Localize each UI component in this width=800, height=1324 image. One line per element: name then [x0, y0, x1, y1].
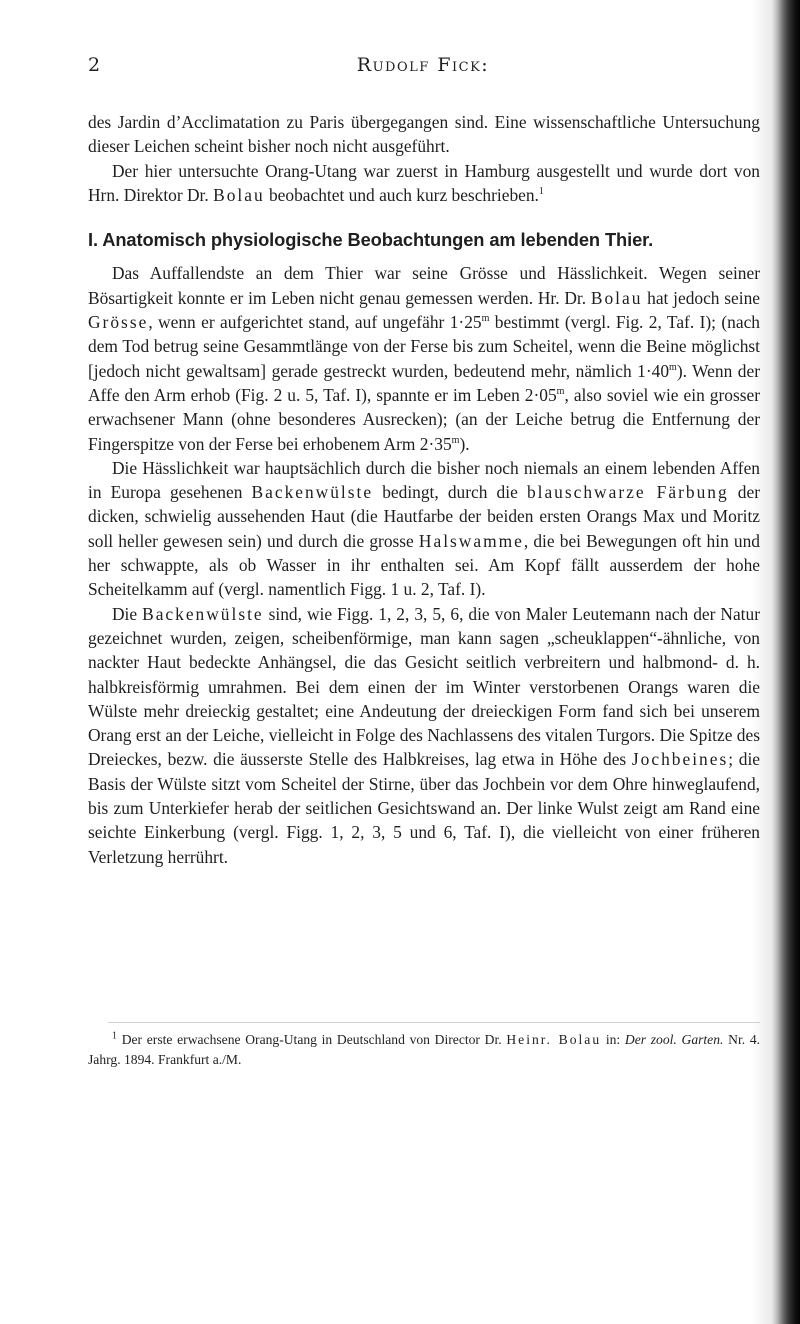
paragraph-5-text-b: sind, wie Figg. 1, 2, 3, 5, 6, die von Maler Leutemann nach der Natur gezeichnet wurden, zeigen, scheibenförmige, man kann sagen „scheuklappen“-ähnliche, von nackter Haut bedeckte Anhängsel, die das Gesicht seitlich verbreitern und halbmond- d. h. halbkreisförmig umrahmen. Bei dem einen der im Winter verstorbenen Orangs waren die Wülste mehr dreieckig gestaltet; eine Andeutung der dreieckigen Form fand sich bei unserem Orang erst an der Leiche, vielleicht in Folge des Nachlassens des vitalen Turgors. Die Spitze des Dreieckes, bezw. die äusserste Stelle des Halbkreises, lag etwa in Höhe des: [88, 603, 760, 770]
footnotes: [88, 1030, 760, 1070]
footnote-marker: 1: [538, 186, 544, 198]
paragraph-3-text-e: ). Wenn der Affe den Arm erhob (Fig. 2 u. 5, Taf. I), spannte er im Leben 2·05: [88, 360, 761, 405]
term-backenwuelste-2: Backenwülste: [142, 603, 264, 624]
paragraph-4-text-a: Die Hässlichkeit war hauptsächlich durch die bisher noch niemals an einem lebenden Affen in Europa gesehenen: [88, 457, 760, 503]
paragraph-5: [88, 602, 760, 869]
unit-metre-3: m: [556, 386, 565, 398]
paragraph-3-text-d: bestimmt (vergl. Fig. 2, Taf. I); (nach dem Tod betrug seine Gesammtlänge von der Ferse bis zum Scheitel, wenn die Beine möglichst [jedoch nicht gewaltsam] gerade gestreckt wurden, bedeutend mehr, nämlich 1·40: [88, 312, 760, 381]
paragraph-1: [88, 110, 760, 159]
term-jochbeines: Jochbeines: [631, 749, 729, 770]
footnote-1-text-a: Der erste erwachsene Orang-Utang in Deutschland von Director Dr.: [117, 1032, 507, 1047]
term-blauschwarze-faerbung: blauschwarze Färbung: [526, 482, 729, 503]
paragraph-3-text-a: Das Auffallendste an dem Thier war seine Grösse und Hässlichkeit. Wegen seiner Bösartigkeit konnte er im Leben nicht genau gemessen werden. Hr. Dr.: [88, 263, 760, 308]
footnote-1-text-b: in:: [601, 1032, 625, 1047]
footnote-author-name: Heinr. Bolau: [506, 1032, 602, 1047]
name-bolau-2: Bolau: [590, 287, 643, 308]
paragraph-3-text-c: , wenn er aufgerichtet stand, auf ungefähr 1·25: [148, 312, 482, 333]
paragraph-4-text-c: der dicken, schwielig aussehenden Haut (die Hautfarbe der beiden ersten Orangs Max und Moritz soll heller gewesen sein) und durch die grosse: [88, 482, 760, 551]
footnote-1: [88, 1030, 760, 1070]
footnote-1-marker: 1: [112, 1030, 117, 1042]
paragraph-4-text-d: , die bei Bewegungen oft hin und her schwappte, als ob Wasser in ihr enthalten sei. Am Kopf fällt ausserdem der hohe Scheitelkamm auf (vergl. namentlich Figg. 1 u. 2, Taf. I).: [88, 530, 760, 600]
paragraph-3-text-f: , also soviel wie ein grosser erwachsener Mann (ohne besonderes Ausrecken); (an der Leiche betrug die Entfernung der Fingerspitze von der Ferse bei erhobenem Arm 2·35: [88, 384, 760, 454]
footnote-divider: [108, 1022, 760, 1023]
paragraph-4-text-b: bedingt, durch die: [373, 482, 527, 503]
paragraph-5-text-c: ; die Basis der Wülste sitzt vom Scheitel der Stirne, über das Jochbein vor dem Ohre hinweglaufend, bis zum Unterkiefer herab der seitlichen Gesichtswand an. Der linke Wulst zeigt am Rand eine seichte Einkerbung (vergl. Figg. 1, 2, 3, 5 und 6, Taf. I), die vielleicht von einer früheren Verletzung herrührt.: [88, 749, 760, 867]
term-backenwuelste: Backenwülste: [251, 482, 374, 503]
paragraph-3-text-g: ).: [459, 433, 470, 454]
paragraph-2-text-b: beobachtet und auch kurz beschrieben.: [264, 184, 539, 205]
paragraph-3: [88, 261, 760, 455]
paragraph-5-text-a: Die: [112, 603, 143, 624]
unit-metre-4: m: [451, 434, 460, 446]
body-text: [88, 110, 760, 869]
page-header: [88, 54, 758, 80]
section-heading: I. Anatomisch physiologische Beobachtungen am lebenden Thier.: [88, 229, 654, 251]
name-bolau: Bolau: [213, 184, 265, 205]
paragraph-2: [88, 159, 760, 208]
term-halswamme: Halswamme: [418, 530, 524, 551]
paragraph-3-text-b: hat jedoch seine: [642, 287, 760, 308]
paragraph-4: [88, 456, 760, 602]
paragraph-1-text: des Jardin d’Acclimatation zu Paris übergegangen sind. Eine wissenschaftliche Untersuchung dieser Leichen scheint bisher noch nicht ausgeführt.: [88, 112, 760, 157]
term-groesse: Grösse: [88, 312, 149, 333]
page-number: 2: [88, 54, 101, 76]
footnote-1-text-c: Nr. 4. Jahrg. 1894. Frankfurt a./M.: [88, 1032, 761, 1067]
unit-metre-2: m: [669, 361, 677, 373]
unit-metre-1: m: [481, 313, 490, 325]
page-edge-shadow: [778, 0, 800, 1324]
paragraph-2-text-a: Der hier untersuchte Orang-Utang war zuerst in Hamburg ausgestellt und wurde dort von Hrn. Direktor Dr.: [88, 160, 760, 205]
footnote-journal: Der zool. Garten.: [624, 1032, 724, 1047]
running-head: Rudolf Fick:: [356, 54, 490, 76]
